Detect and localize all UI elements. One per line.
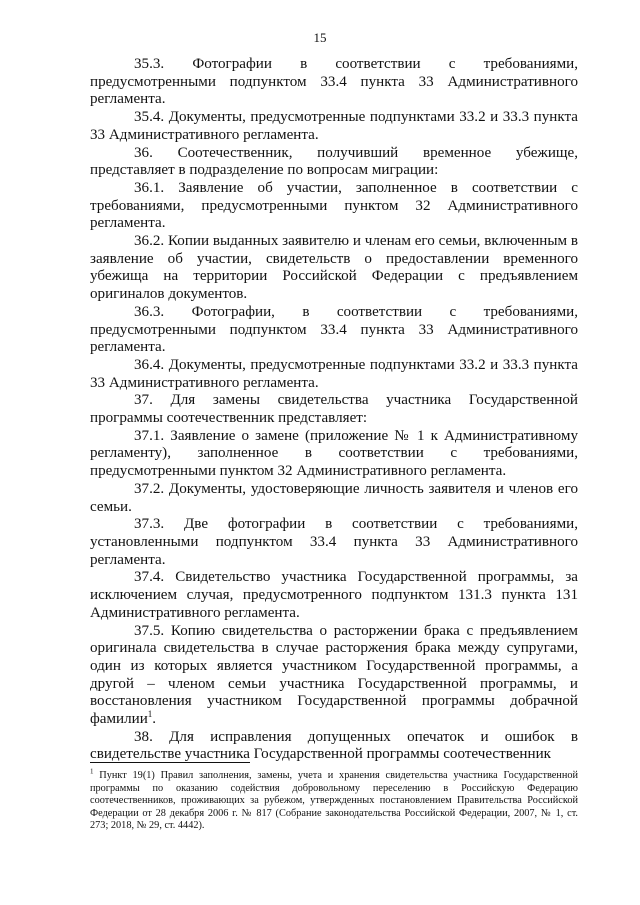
paragraph-36: 36. Соотечественник, получивший временное убежище, представляет в подразделение по вопросам миграции: xyxy=(90,144,578,179)
page-number: 15 xyxy=(313,30,327,45)
paragraph-36-1: 36.1. Заявление об участии, заполненное в соответствии с требованиями, предусмотренными пунктом 32 Административного регламента. xyxy=(90,179,578,232)
footnote-marker: 1 xyxy=(90,767,94,776)
paragraph-37-4: 37.4. Свидетельство участника Государственной программы, за исключением случая, предусмотренного подпунктом 131.3 пункта 131 Административного регламента. xyxy=(90,569,578,621)
paragraph-35-4: 35.4. Документы, предусмотренные подпунктами 33.2 и 33.3 пункта 33 Административного регламента. xyxy=(90,109,578,143)
footnote-reference: 1 xyxy=(147,708,153,719)
paragraph-37-5-text: 37.5. Копию свидетельства о расторжении брака с предъявлением оригинала свидетельства в случае расторжения брака между супругами, один из которых является участником Государственной программы, а другой – членом семьи участника Государственной программы, и восстановления участником Государственной программы добрачной фамилии xyxy=(90,622,578,728)
paragraph-38: 38. Для исправления допущенных опечаток и ошибок в свидетельстве участника Государственной программы соотечественник xyxy=(90,728,578,763)
paragraph-36-3: 36.3. Фотографии, в соответствии с требованиями, предусмотренными подпунктом 33.4 пункта 33 Административного регламента. xyxy=(90,303,578,356)
paragraph-37-5: 37.5. Копию свидетельства о расторжении брака с предъявлением оригинала свидетельства в случае расторжения брака между супругами, один из которых является участником Государственной программы, а другой – членом семьи участника Государственной программы, и восстановления участником Государственной программы добрачной фамилии$^1$. xyxy=(90,622,578,728)
paragraph-36-4: 36.4. Документы, предусмотренные подпунктами 33.2 и 33.3 пункта 33 Административного регламента. xyxy=(90,356,578,391)
paragraph-35-3: 35.3. Фотографии в соответствии с требованиями, предусмотренными подпунктом 33.4 пункта 33 Административного регламента. xyxy=(90,56,578,108)
paragraph-37-3: 37.3. Две фотографии в соответствии с требованиями, установленными подпунктом 33.4 пункта 33 Административного регламента. xyxy=(90,516,578,568)
footnote xyxy=(90,767,578,833)
paragraph-37-2: 37.2. Документы, удостоверяющие личность заявителя и членов его семьи. xyxy=(90,480,578,515)
footnote-divider xyxy=(90,762,250,763)
paragraph-37-1: 37.1. Заявление о замене (приложение № 1 к Административному регламенту), заполненное в соответствии с требованиями, предусмотренными пунктом 32 Административного регламента. xyxy=(90,427,578,480)
footnote-text: Пункт 19(1) Правил заполнения, замены, учета и хранения свидетельства участника Государственной программы по оказанию содействия добровольному переселению в Российскую Федерацию соотечественников, проживающих за рубежом, утвержденных постановлением Правительства Российской Федерации от 28 декабря 2006 г. № 817 (Собрание законодательства Российской Федерации, 2007, № 1, ст. 273; 2018, № 29, ст. 4442). xyxy=(90,770,578,832)
paragraph-37: 37. Для замены свидетельства участника Государственной программы соотечественник представляет: xyxy=(90,392,578,427)
document-body xyxy=(90,56,578,764)
paragraph-36-2: 36.2. Копии выданных заявителю и членам его семьи, включенным в заявление об участии, свидетельств о предоставлении временного убежища на территории Российской Федерации с предъявлением оригиналов документов. xyxy=(90,233,578,303)
